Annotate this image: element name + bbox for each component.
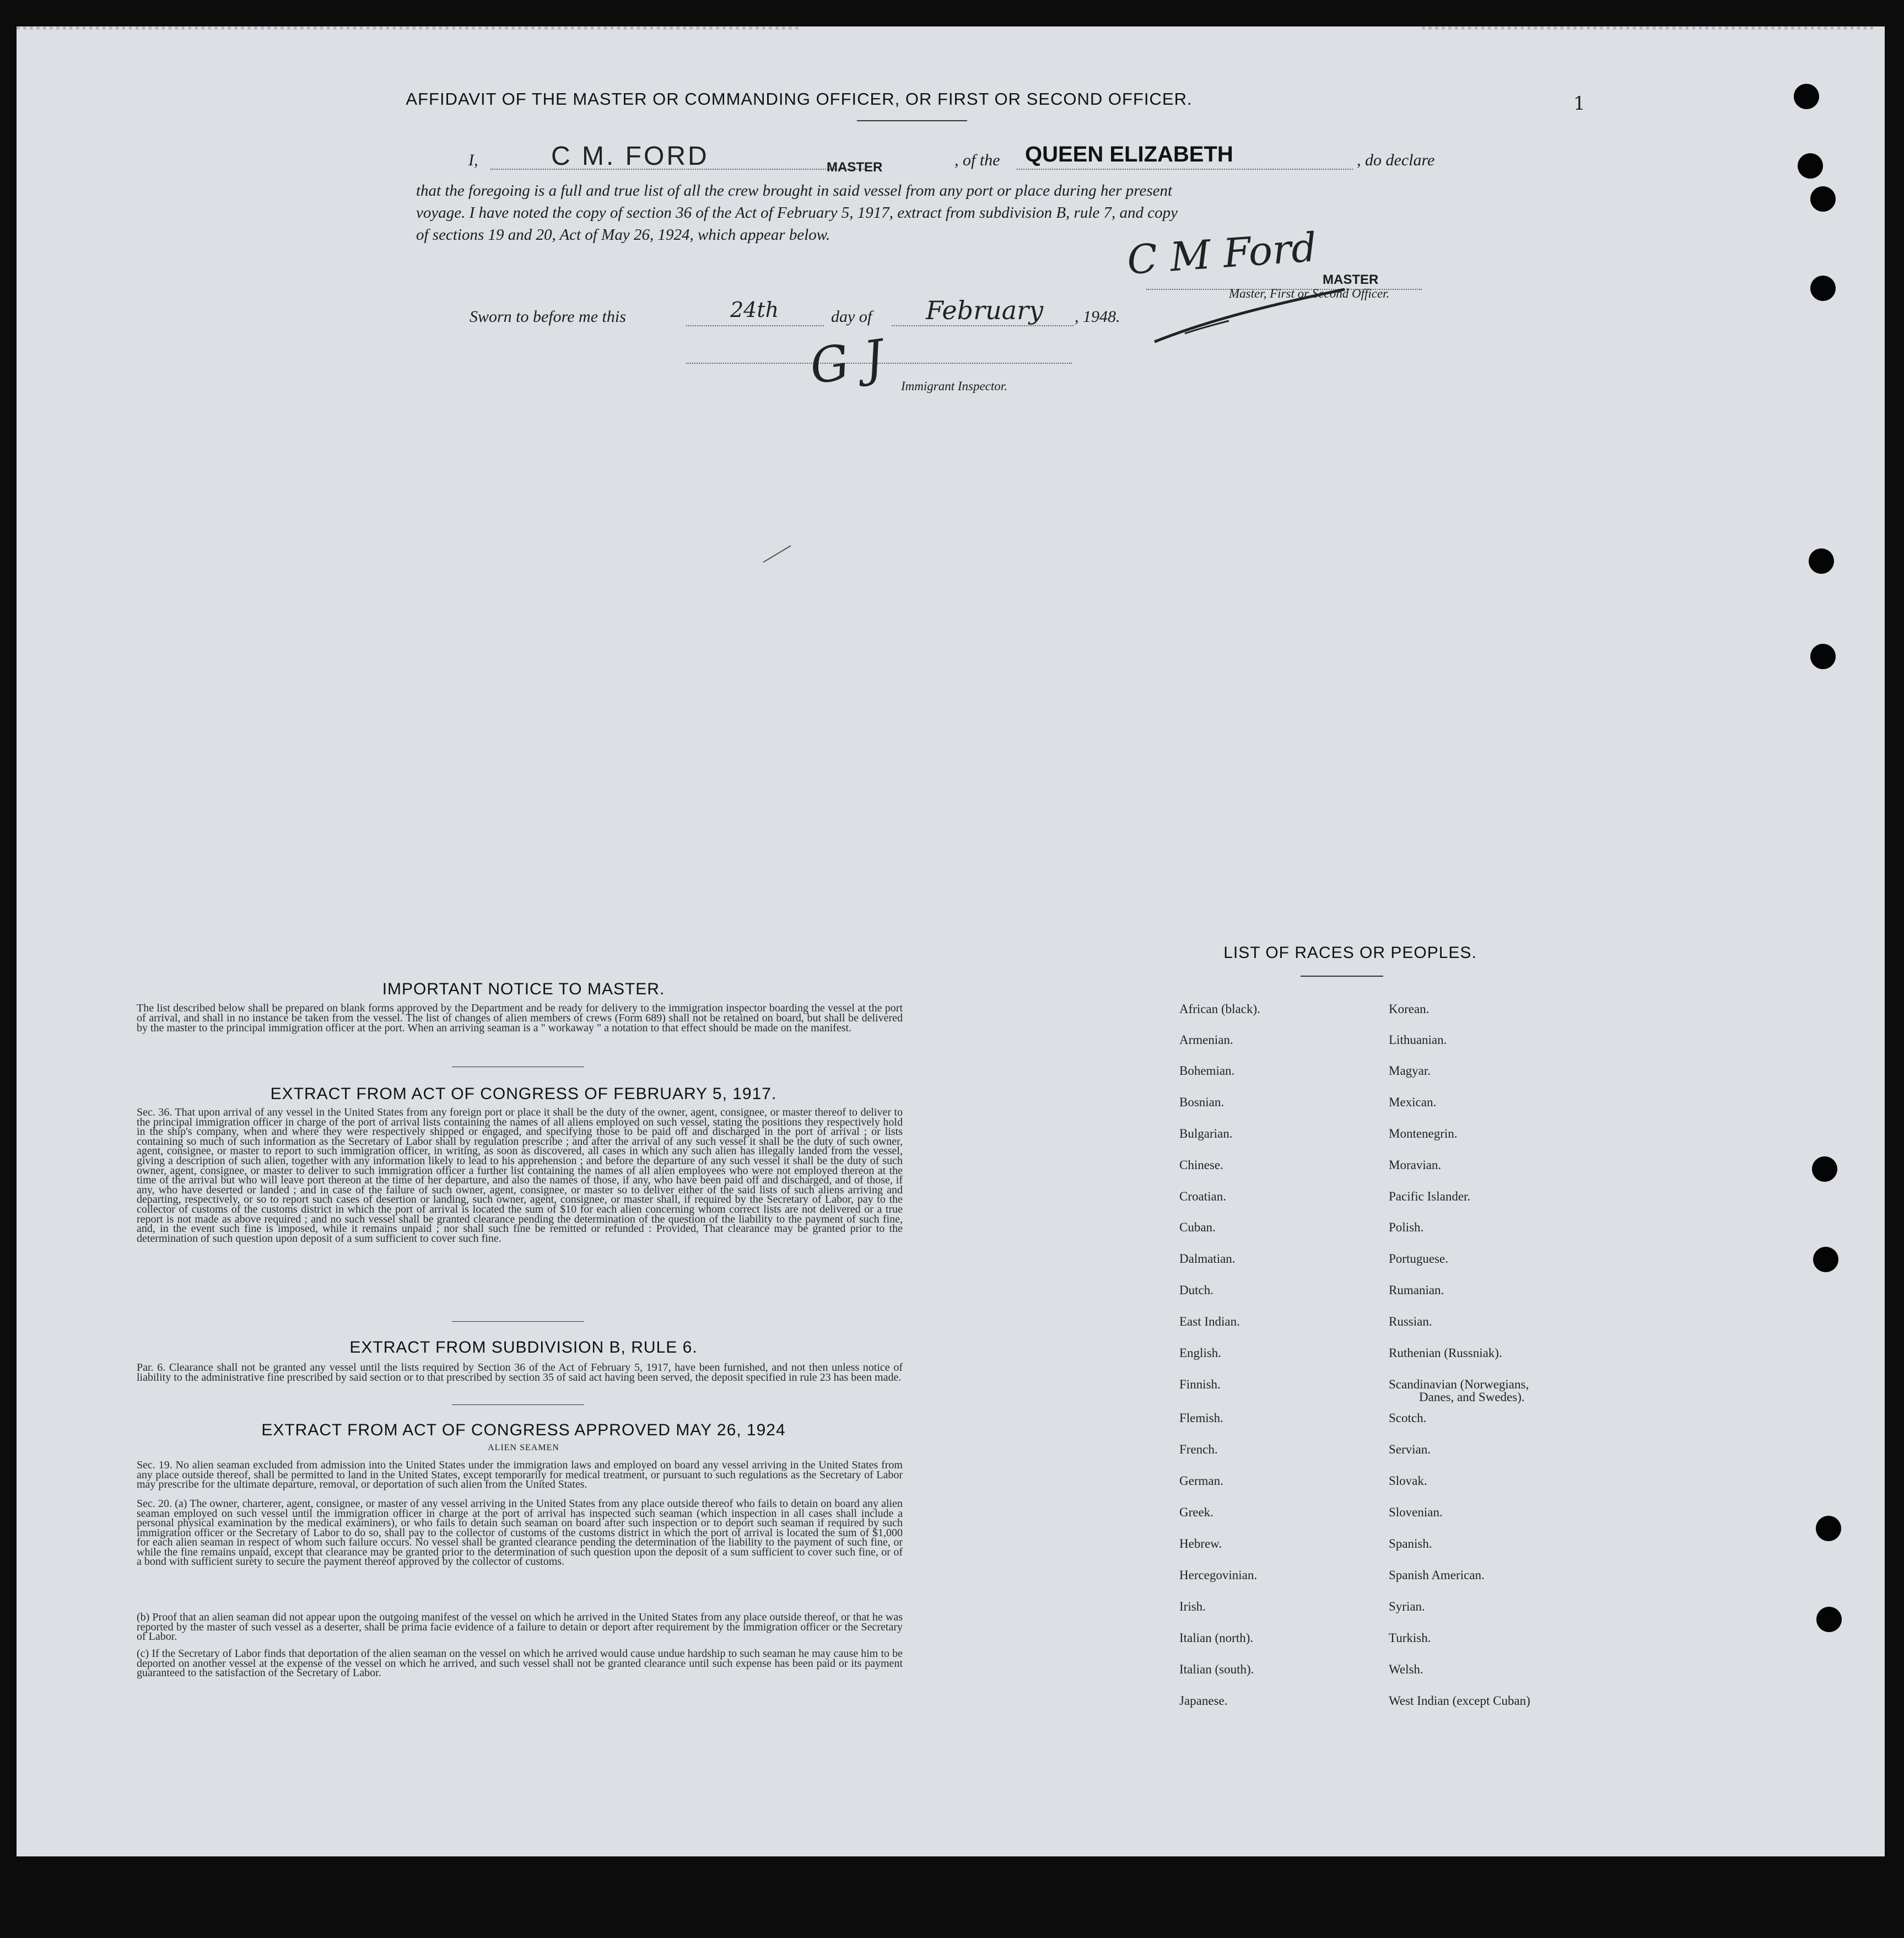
race-item: Italian (south). — [1179, 1662, 1254, 1676]
signature-flourish — [1152, 287, 1350, 347]
race-item: Servian. — [1389, 1442, 1431, 1456]
title-divider — [857, 120, 967, 121]
race-item: Polish. — [1389, 1220, 1424, 1234]
punch-hole — [1812, 1156, 1837, 1182]
race-item: Dutch. — [1179, 1283, 1213, 1297]
master-name: C M. FORD — [551, 142, 709, 171]
race-item: Slovenian. — [1389, 1505, 1443, 1519]
race-item: Greek. — [1179, 1505, 1213, 1519]
extract-1917-title: EXTRACT FROM ACT OF CONGRESS OF FEBRUARY 5, 1917. — [270, 1085, 777, 1103]
races-title: LIST OF RACES OR PEOPLES. — [1223, 944, 1477, 962]
race-item: Italian (north). — [1179, 1631, 1254, 1645]
page-number: 1 — [1573, 93, 1585, 115]
punch-hole — [1794, 84, 1819, 109]
extract-1917-divider — [452, 1321, 584, 1322]
race-item: Bosnian. — [1179, 1095, 1225, 1109]
race-item: Magyar. — [1389, 1064, 1431, 1078]
punch-hole — [1809, 548, 1834, 574]
race-item: Portuguese. — [1389, 1252, 1448, 1266]
inspector-signature: G J — [806, 329, 888, 395]
master-signature: C M Ford — [1125, 224, 1318, 283]
race-item: Japanese. — [1179, 1694, 1228, 1708]
race-item: Bulgarian. — [1179, 1127, 1233, 1140]
month-field-line — [892, 325, 1074, 326]
punch-hole — [1798, 153, 1823, 179]
race-item: Syrian. — [1389, 1600, 1425, 1613]
race-item: Hebrew. — [1179, 1537, 1222, 1551]
race-item: English. — [1179, 1346, 1222, 1360]
declaration-line-1: that the foregoing is a full and true list of all the crew brought in said vessel from any port or place during her present — [416, 182, 1173, 200]
race-item: Korean. — [1389, 1002, 1430, 1016]
race-item: Flemish. — [1179, 1411, 1223, 1425]
subdivision-title: EXTRACT FROM SUBDIVISION B, RULE 6. — [349, 1338, 698, 1356]
extract-1924-sec19: Sec. 19. No alien seaman excluded from admission into the United States under the immigration laws and employed on board any vessel arriving in the United States from any place outside thereof, shall be permitted to land in the United States, except temporarily for medical treatment, or pursuant to such regulations as the Secretary of Labor may prescribe for the ultimate departure, removal, or deportation of such alien from the United States. — [137, 1459, 903, 1490]
race-item: Croatian. — [1179, 1189, 1226, 1203]
race-item: Turkish. — [1389, 1631, 1431, 1645]
punch-hole — [1816, 1607, 1842, 1632]
rank-stamp: MASTER — [827, 160, 883, 175]
race-item: Scandinavian (Norwegians, — [1389, 1377, 1529, 1391]
stray-pen-mark — [760, 543, 794, 565]
of-the-text: , of the — [954, 151, 1000, 169]
race-item: Armenian. — [1179, 1033, 1233, 1047]
notice-title: IMPORTANT NOTICE TO MASTER. — [382, 980, 665, 998]
sworn-month: February — [926, 295, 1044, 325]
race-item: Pacific Islander. — [1389, 1189, 1471, 1203]
race-item: Hercegovinian. — [1179, 1568, 1258, 1582]
affidavit-title: AFFIDAVIT OF THE MASTER OR COMMANDING OFFICER, OR FIRST OR SECOND OFFICER. — [406, 89, 1193, 109]
punch-hole — [1810, 644, 1836, 669]
punch-hole — [1810, 186, 1836, 212]
sworn-day: 24th — [730, 298, 779, 322]
top-edge-scan-artifact-right — [1422, 0, 1874, 30]
declaration-line-2: voyage. I have noted the copy of section 36 of the Act of February 5, 1917, extract from subdivision B, rule 7, and copy — [416, 204, 1178, 222]
declarant-prefix: I, — [468, 151, 478, 169]
sworn-year: , 1948. — [1075, 308, 1120, 326]
subdivision-divider — [452, 1404, 584, 1405]
race-item: Russian. — [1389, 1315, 1432, 1328]
day-of-text: day of — [831, 308, 872, 326]
race-item: East Indian. — [1179, 1315, 1240, 1328]
race-item: Spanish. — [1389, 1537, 1432, 1551]
race-item: Rumanian. — [1389, 1283, 1444, 1297]
race-item: Spanish American. — [1389, 1568, 1485, 1582]
extract-1924-sec20a: Sec. 20. (a) The owner, charterer, agent, consignee, or master of any vessel arriving in the United States from any place outside thereof who fails to detain on board any alien seaman employed on such vessel until the immigration officer in charge at the port of arrival has inspected such seaman (which inspection in all cases shall include a personal physical examination by the medical examiners), or who fails to detain such seaman on board after such inspection or to deport such seaman if required by such immigration officer or the Secretary of Labor to do so, shall pay to the collector of customs of the customs district in which the port of arrival is located the sum of $1,000 for each alien seaman in respect of whom such failure occurs. No vessel shall be granted clearance pending the determination of the liability to the payment of such fine, or while the fine remains unpaid, except that clearance may be granted prior to the determination of such question upon the deposit of a sum sufficient to cover such fine, or of a bond with sufficient surety to secure the payment thereof approved by the collector of customs. — [137, 1498, 903, 1568]
declaration-line-3: of sections 19 and 20, Act of May 26, 1924, which appear below. — [416, 226, 830, 244]
race-item: Lithuanian. — [1389, 1033, 1447, 1047]
extract-1924-title: EXTRACT FROM ACT OF CONGRESS APPROVED MAY 26, 1924 — [261, 1421, 786, 1439]
extract-1924-subtitle: ALIEN SEAMEN — [488, 1443, 559, 1452]
declaration-line — [468, 144, 1460, 177]
subdivision-text: Par. 6. Clearance shall not be granted any vessel until the lists required by Section 36 of the Act of February 5, 1917, have been furnished, and not then unless notice of liability to the administrative fine prescribed by said section or to that prescribed by section 35 of said act having been served, the deposit specified in rule 23 has been made. — [137, 1361, 903, 1383]
vessel-name-stamp: QUEEN ELIZABETH — [1025, 142, 1233, 166]
race-item: Finnish. — [1179, 1377, 1221, 1391]
race-item: Irish. — [1179, 1600, 1206, 1613]
sworn-text: Sworn to before me this — [470, 308, 626, 326]
punch-hole — [1810, 276, 1836, 301]
race-item: Welsh. — [1389, 1662, 1423, 1676]
do-declare-text: , do declare — [1357, 151, 1435, 169]
notice-text: The list described below shall be prepared on blank forms approved by the Department and be ready for delivery to the immigration inspector boarding the vessel at the port of arrival, and shall in no instance be taken from the vessel. The list of changes of alien members of crews (Form 689) shall not be retained on board, but shall be delivered by the master to the principal immigration officer at the port. When an arriving seaman is a " workaway " a notation to that effect should be made on the manifest. — [137, 1002, 903, 1034]
race-item: African (black). — [1179, 1002, 1260, 1016]
race-item: Mexican. — [1389, 1095, 1437, 1109]
race-item: West Indian (except Cuban) — [1389, 1694, 1530, 1708]
race-item: Ruthenian (Russniak). — [1389, 1346, 1502, 1360]
vessel-field-line — [1017, 169, 1353, 170]
race-item: Moravian. — [1389, 1158, 1442, 1172]
officer-caption: Master, First or Second Officer. — [1229, 287, 1390, 300]
race-item: Dalmatian. — [1179, 1252, 1236, 1266]
race-item: Chinese. — [1179, 1158, 1223, 1172]
race-item: Montenegrin. — [1389, 1127, 1458, 1140]
races-divider — [1301, 976, 1383, 977]
day-field-line — [686, 325, 824, 326]
extract-1924-sec20c: (c) If the Secretary of Labor finds that deportation of the alien seaman on the vessel on which he arrived would cause undue hardship to such seaman he may cause him to be deported on another vessel at the expense of the vessel on which he arrived, and such vessel shall not be granted clearance until such expense has been paid or its payment guaranteed to the satisfaction of the Secretary of Labor. — [137, 1648, 903, 1679]
race-item: Slovak. — [1389, 1474, 1427, 1488]
race-item: German. — [1179, 1474, 1223, 1488]
punch-hole — [1816, 1516, 1841, 1541]
race-item: Cuban. — [1179, 1220, 1216, 1234]
top-edge-scan-artifact — [17, 0, 799, 30]
inspector-caption: Immigrant Inspector. — [901, 379, 1007, 393]
race-item: Scotch. — [1389, 1411, 1427, 1425]
signature-stamp: MASTER — [1323, 272, 1379, 287]
race-item: French. — [1179, 1442, 1218, 1456]
extract-1924-sec20b: (b) Proof that an alien seaman did not appear upon the outgoing manifest of the vessel on which he arrived in the United States from any place outside thereof, or that he was reported by the master of such vessel as a deserter, shall be prima facie evidence of a failure to detain or deport after requirement by the immigration officer or the Secretary of Labor. — [137, 1611, 903, 1643]
extract-1917-text: Sec. 36. That upon arrival of any vessel in the United States from any foreign port or place it shall be the duty of the owner, agent, consignee, or master thereof to deliver to the principal immigration officer in charge of the port of arrival lists containing the names of all aliens employed on such vessel, stating the positions they respectively hold in the ship's company, when and where they were respectively shipped or engaged, and specifying those to be paid off and discharged in the port of arrival ; or lists containing so much of such information as the Secretary of Labor shall by regulation prescribe ; and after the arrival of any such vessel it shall be the duty of such owner, agent, consignee, or master to report to such immigration officer, in writing, as soon as discovered, all cases in which any such alien has illegally landed from the vessel, giving a description of such alien, together with any information likely to lead to his apprehension ; and before the departure of any such vessel it shall be the duty of such owner, agent, consignee, or master to deliver to such immigration officer a further list containing the names of all alien employees who were not employed thereon at the time of the arrival but who will leave port thereon at the time of her departure, and also the names of those, if any, who have been paid off and discharged, and of those, if any, who have deserted or landed ; and in case of the failure of such owner, agent, consignee, or master so to deliver either of the said lists of such aliens arriving and departing, respectively, or so to report such cases of desertion or landing, such owner, agent, consignee, or master shall, if required by the Secretary of Labor, pay to the collector of customs of the customs district in which the port of arrival is located the sum of $10 for each alien concerning whom correct lists are not delivered or a true report is not made as above required ; and no such vessel shall be granted clearance pending the determination of the question of the liability to the payment of such fine, and, in the event such fine is imposed, while it remains unpaid ; nor shall such fine be remitted or refunded : Provided, That clearance may be granted prior to the determination of such question upon deposit of a sum sufficient to cover such fine. — [137, 1106, 903, 1245]
punch-hole — [1813, 1247, 1838, 1272]
race-item: Bohemian. — [1179, 1064, 1235, 1078]
race-item-continuation: Danes, and Swedes). — [1419, 1390, 1525, 1404]
